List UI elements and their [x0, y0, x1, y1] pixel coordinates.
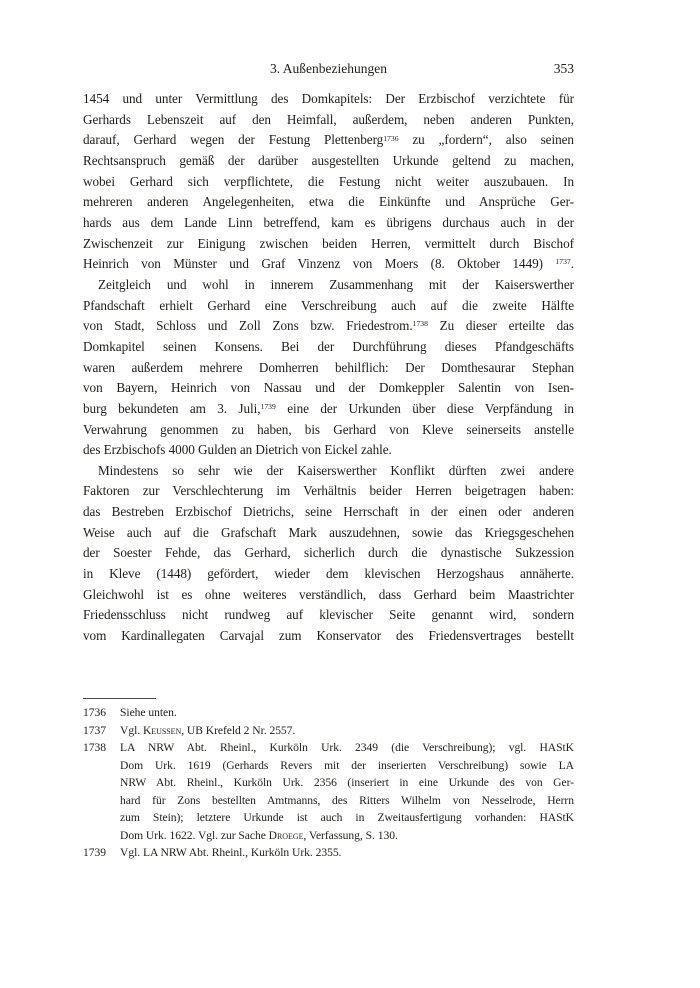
- footnote-line: [83, 792, 574, 810]
- text-run: Vgl.: [120, 723, 143, 737]
- footnote-separator: [83, 698, 156, 699]
- text-run: , Verfassung, S. 130.: [303, 828, 398, 842]
- text-line: [83, 213, 574, 234]
- text-run: LA NRW Abt. Rheinl., Kurköln Urk. 2349 (die Verschreibung); vgl. HAStK: [120, 741, 574, 755]
- text-run: zu „fordern“, also seinen: [398, 132, 574, 148]
- text-run: des Erzbischofs 4000 Gulden an Dietrich von Eickel zahle.: [83, 442, 392, 458]
- text-line: [83, 523, 574, 544]
- text-line: [83, 172, 574, 193]
- text-run: das Bestreben Erzbischof Dietrichs, seine Herrschaft in der einen oder anderen: [83, 504, 574, 520]
- text-run: hard für Zons bestellten Amtmanns, des Ritters Wilhelm von Nesselrode, Herrn: [120, 793, 574, 807]
- text-line: [83, 110, 574, 131]
- text-run: Gleichwohl ist es ohne weiteres verständlich, dass Gerhard beim Maastrichter: [83, 586, 574, 602]
- text-run: burg bekundeten am 3. Juli,: [83, 400, 261, 416]
- text-line: [83, 440, 574, 461]
- text-run: waren außerdem mehrere Domherren behilflich: Der Domthesaurar Stephan: [83, 359, 574, 375]
- text-run: zum Stein); letztere Urkunde ist auch in Zweitausfertigung vorhanden: HAStK: [120, 811, 574, 825]
- page-header: [83, 61, 574, 77]
- text-run: Pfandschaft erhielt Gerhard eine Verschreibung auch auf die zweite Hälfte: [83, 297, 574, 313]
- text-line: [83, 337, 574, 358]
- footnote-line: [83, 827, 574, 845]
- text-run: 1454 und unter Vermittlung des Domkapitels: Der Erzbischof verzichtete für: [83, 91, 574, 106]
- text-run: der Soester Fehde, das Gerhard, sicherlich durch die dynastische Sukzession: [83, 545, 574, 561]
- text-run: Zwischenzeit zur Einigung zwischen beiden Herren, vermittelt durch Bischof: [83, 235, 574, 251]
- text-line: [83, 564, 574, 585]
- footnote-ref: 1737: [555, 257, 571, 267]
- text-run: eine der Urkunden über diese Verpfändung in: [275, 400, 574, 416]
- text-line: [83, 378, 574, 399]
- text-line: [83, 130, 574, 151]
- footnote-line: [83, 739, 574, 757]
- running-title: 3. Außenbeziehungen: [270, 61, 387, 76]
- footnote-line: [83, 809, 574, 827]
- text-line: [83, 275, 574, 296]
- footnote-line: [83, 844, 574, 862]
- footnote-number: 1737: [83, 723, 106, 737]
- text-line: [83, 585, 574, 606]
- text-run: Mindestens so sehr wie der Kaiserswerther Konflikt dürften zwei andere: [98, 462, 574, 478]
- footnote-ref: 1736: [383, 133, 399, 143]
- text-run: Friedensschluss nicht rundweg auf klevischer Seite genannt wird, sondern: [83, 607, 574, 623]
- text-run: von Stadt, Schloss und Zoll Zons bzw. Friedestrom.: [83, 318, 413, 334]
- body-text: [83, 89, 574, 647]
- footnote-ref: 1739: [260, 402, 276, 412]
- text-line: [83, 399, 574, 420]
- text-line: [83, 502, 574, 523]
- text-run: mehreren anderen Angelegenheiten, etwa die Einkünfte und Ansprüche Ger-: [83, 194, 574, 210]
- text-run: Zeitgleich und wohl in innerem Zusammenhang mit der Kaiserswerther: [98, 276, 574, 292]
- footnotes-section: [83, 704, 574, 862]
- text-run: Siehe unten.: [120, 706, 177, 719]
- text-run: Gerhards Lebenszeit auf den Heimfall, außerdem, neben anderen Punkten,: [83, 111, 574, 127]
- text-run: NRW Abt. Rheinl., Kurköln Urk. 2356 (inseriert in eine Urkunde des von Ger-: [120, 776, 574, 790]
- small-caps-name: Keussen: [142, 723, 182, 737]
- text-line: [83, 461, 574, 482]
- text-run: Zu dieser erteilte das: [427, 318, 574, 334]
- footnote-line: [83, 774, 574, 792]
- text-run: vom Kardinallegaten Carvajal zum Konservator des Friedensvertrages bestellt: [83, 628, 574, 644]
- text-line: [83, 420, 574, 441]
- text-run: Dom Urk. 1619 (Gerhards Revers mit der inserierten Verschreibung) sowie LA: [120, 758, 574, 772]
- text-line: [83, 234, 574, 255]
- text-run: Domkapitel seinen Konsens. Bei der Durchführung dieses Pfandgeschäfts: [83, 338, 574, 354]
- text-run: hards aus dem Lande Linn betreffend, kam es übrigens durchaus auch in der: [83, 214, 574, 230]
- footnote-ref: 1738: [412, 319, 428, 329]
- text-run: darauf, Gerhard wegen der Festung Plettenberg: [83, 132, 384, 148]
- text-run: , UB Krefeld 2 Nr. 2557.: [181, 723, 296, 737]
- text-run: Dom Urk. 1622. Vgl. zur Sache: [120, 828, 269, 842]
- small-caps-name: Droege: [268, 828, 304, 842]
- text-line: [83, 605, 574, 626]
- text-line: [83, 626, 574, 647]
- text-run: Heinrich von Münster und Graf Vinzenz von Moers (8. Oktober 1449): [83, 256, 556, 272]
- text-run: Vgl. LA NRW Abt. Rheinl., Kurköln Urk. 2355.: [120, 846, 342, 860]
- text-line: [83, 192, 574, 213]
- text-line: [83, 358, 574, 379]
- text-run: Verwahrung genommen zu haben, bis Gerhard von Kleve seinerseits anstelle: [83, 421, 574, 437]
- text-run: von Bayern, Heinrich von Nassau und der Domkeppler Salentin von Isen-: [83, 380, 574, 396]
- text-line: [83, 543, 574, 564]
- footnote-number: 1738: [83, 741, 106, 755]
- footnote-line: [83, 722, 574, 740]
- text-run: Rechtsanspruch gemäß der darüber ausgestellten Urkunde geltend zu machen,: [83, 152, 574, 168]
- text-line: [83, 151, 574, 172]
- text-run: wobei Gerhard sich verpflichtete, die Festung nicht weiter auszubauen. In: [83, 173, 574, 189]
- text-line: [83, 89, 574, 110]
- text-run: Weise auch auf die Grafschaft Mark auszudehnen, sowie das Kriegsgeschehen: [83, 524, 574, 540]
- text-run: .: [570, 256, 574, 272]
- footnote-line: [83, 704, 574, 722]
- text-line: [83, 254, 574, 275]
- text-line: [83, 316, 574, 337]
- text-line: [83, 296, 574, 317]
- text-line: [83, 481, 574, 502]
- text-run: in Kleve (1448) gefördert, wieder dem klevischen Herzogshaus annäherte.: [83, 566, 574, 582]
- footnote-line: [83, 757, 574, 775]
- footnote-number: 1739: [83, 846, 106, 860]
- footnote-number: 1736: [83, 706, 106, 719]
- page-number: 353: [553, 61, 574, 76]
- text-run: Faktoren zur Verschlechterung im Verhältnis beider Herren beigetragen haben:: [83, 483, 574, 499]
